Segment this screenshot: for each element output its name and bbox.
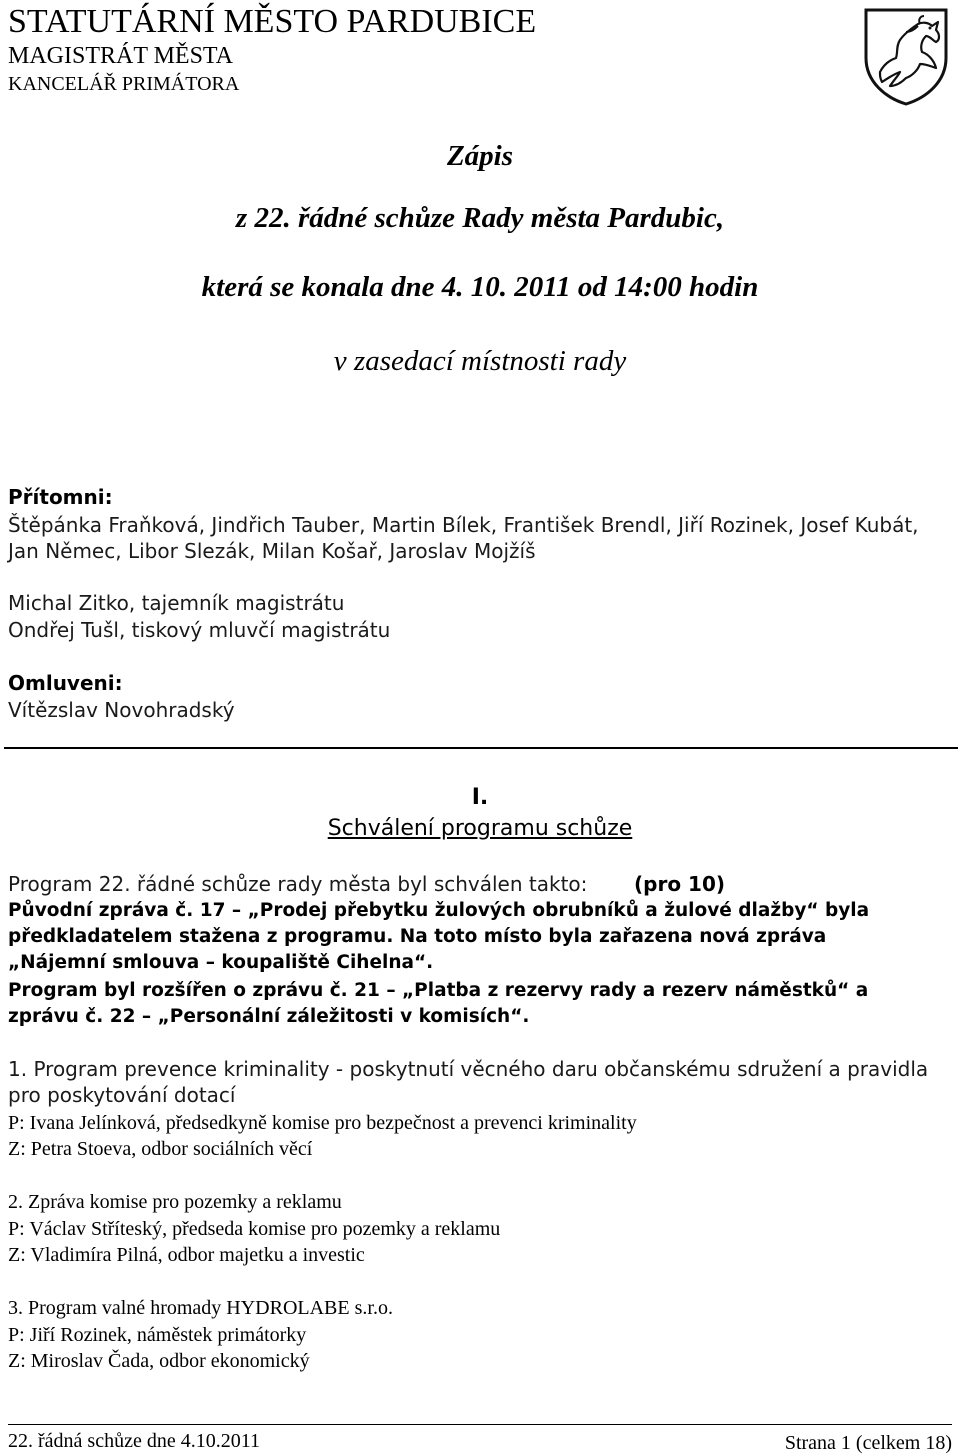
excused-label: Omluveni: [8, 671, 123, 695]
footer-page-number: Strana 1 (celkem 18) [784, 1432, 952, 1454]
agenda-item-processor: Z: Vladimíra Pilná, odbor majetku a investic [8, 1244, 365, 1266]
meeting-subtitle: z 22. řádné schůze Rady města Pardubic, [235, 202, 725, 234]
section-divider [4, 747, 958, 749]
section-number: I. [471, 785, 489, 810]
excused-names: Vítězslav Novohradský [8, 698, 235, 722]
agenda-item-presenter: P: Jiří Rozinek, náměstek primátorky [8, 1324, 307, 1346]
agenda-item [8, 1056, 952, 1108]
magistrate-heading: MAGISTRÁT MĚSTA [8, 43, 233, 69]
agenda-item-number: 1. [8, 1057, 28, 1081]
city-name-heading: STATUTÁRNÍ MĚSTO PARDUBICE [8, 3, 537, 40]
attendee-secretary: Michal Zitko, tajemník magistrátu [8, 591, 345, 615]
program-note-extended: Program byl rozšířen o zprávu č. 21 – „Platba z rezervy rady a rezerv náměstků“ a zprávu č. 22 – „Personální záležitosti v komisích“. [8, 980, 869, 1027]
agenda-item-number: 3. [8, 1297, 23, 1319]
footer-divider [8, 1424, 952, 1425]
agenda-item-number: 2. [8, 1191, 23, 1213]
agenda-item-presenter: P: Ivana Jelínková, předsedkyně komise pro bezpečnost a prevenci kriminality [8, 1112, 637, 1134]
section-title [0, 815, 960, 843]
program-approval-text: Program 22. řádné schůze rady města byl schválen takto: [8, 872, 588, 896]
agenda-item-processor: Z: Petra Stoeva, odbor sociálních věcí [8, 1138, 313, 1160]
meeting-location: v zasedací místnosti rady [333, 345, 627, 377]
agenda-item-title: Program prevence kriminality - poskytnutí věcného daru občanskému sdružení a pravidla pro poskytování dotací [8, 1057, 929, 1107]
document-title: Zápis [446, 140, 514, 172]
pardubice-coat-of-arms-horse-icon [860, 6, 952, 106]
agenda-item [8, 1189, 342, 1215]
meeting-datetime: která se konala dne 4. 10. 2011 od 14:00 hodin [201, 271, 759, 303]
office-heading: KANCELÁŘ PRIMÁTORA [8, 73, 240, 95]
present-names: Štěpánka Fraňková, Jindřich Tauber, Martin Bílek, František Brendl, Jiří Rozinek, Josef Kubát, Jan Němec, Libor Slezák, Milan Košař, Jaroslav Mojžíš [8, 513, 919, 563]
agenda-item-presenter: P: Václav Stříteský, předseda komise pro pozemky a reklamu [8, 1218, 501, 1240]
agenda-item-title: Program valné hromady HYDROLABE s.r.o. [28, 1297, 393, 1319]
program-note-withdrawn: Původní zpráva č. 17 – „Prodej přebytku žulových obrubníků a žulové dlažby“ byla předkladatelem stažena z programu. Na toto místo byla zařazena nová zpráva „Nájemní smlouva – koupaliště Cihelna“. [8, 900, 870, 973]
present-label: Přítomni: [8, 485, 113, 509]
section-title-text: Schválení programu schůze [327, 816, 633, 841]
agenda-item-title: Zpráva komise pro pozemky a reklamu [28, 1191, 342, 1213]
footer-meeting-ref: 22. řádná schůze dne 4.10.2011 [8, 1430, 260, 1452]
program-approval-vote: (pro 10) [634, 872, 725, 896]
agenda-item [8, 1295, 393, 1321]
agenda-item-processor: Z: Miroslav Čada, odbor ekonomický [8, 1350, 310, 1372]
attendee-spokesman: Ondřej Tušl, tiskový mluvčí magistrátu [8, 618, 391, 642]
